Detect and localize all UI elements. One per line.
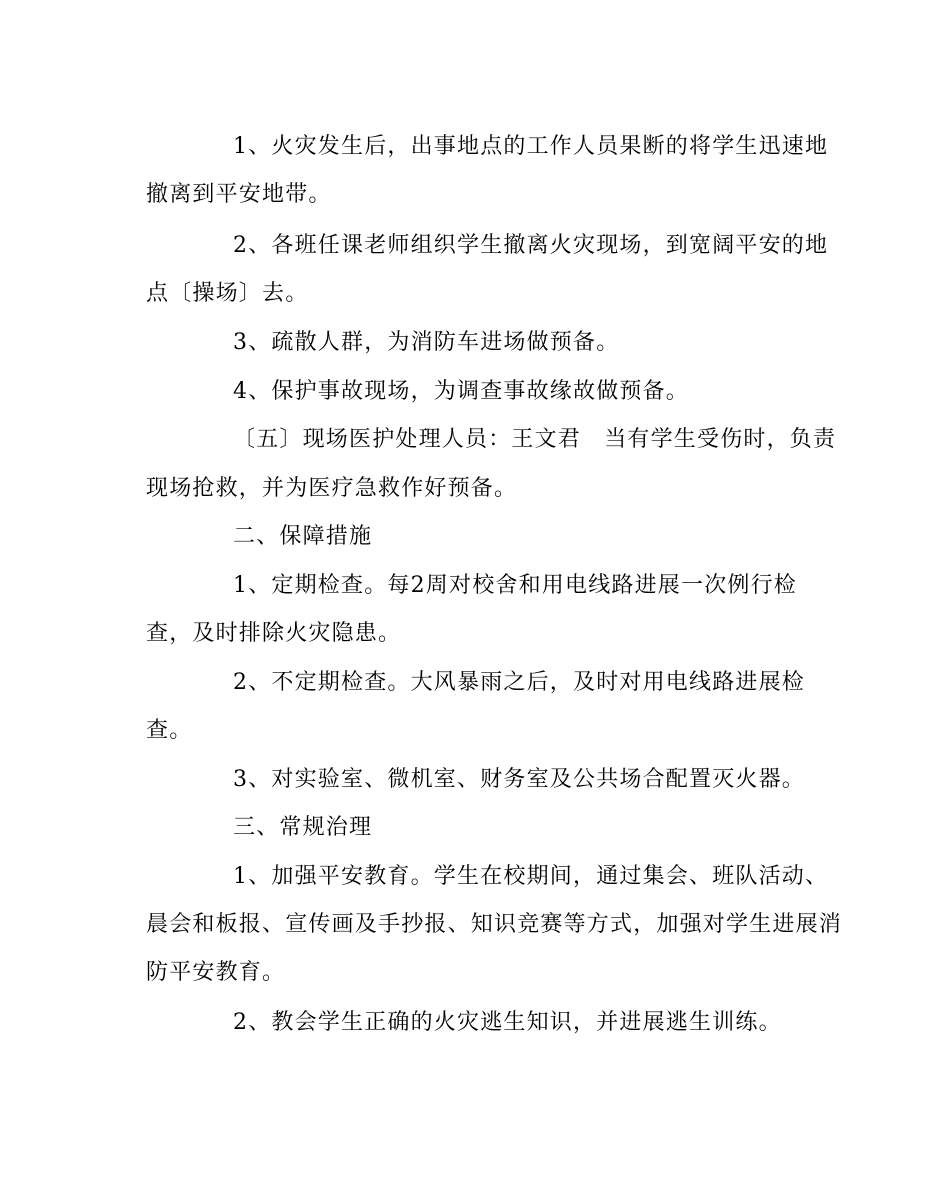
paragraph-2-line-2: 点〔操场〕去。 bbox=[146, 281, 309, 306]
paragraph-5-line-1: 〔五〕现场医护处理人员：王文君 当有学生受伤时，负责 bbox=[233, 427, 837, 452]
paragraph-1-line-1: 1、火灾发生后，出事地点的工作人员果断的将学生迅速地 bbox=[233, 134, 829, 159]
paragraph-3: 3、疏散人群，为消防车进场做预备。 bbox=[233, 330, 620, 355]
section-heading-guarantee: 二、保障措施 bbox=[233, 524, 373, 549]
paragraph-6-line-1: 1、定期检查。每2周对校舍和用电线路进展一次例行检 bbox=[233, 573, 797, 598]
paragraph-2-line-1: 2、各班任课老师组织学生撤离火灾现场，到宽阔平安的地 bbox=[233, 233, 829, 258]
paragraph-8: 3、对实验室、微机室、财务室及公共场合配置灭火器。 bbox=[233, 767, 805, 792]
paragraph-9-line-1: 1、加强平安教育。学生在校期间，通过集会、班队活动、 bbox=[233, 864, 829, 889]
section-heading-routine: 三、常规治理 bbox=[233, 815, 373, 840]
paragraph-10: 2、教会学生正确的火灾逃生知识，并进展逃生训练。 bbox=[233, 1010, 782, 1035]
paragraph-9-line-2: 晨会和板报、宣传画及手抄报、知识竞赛等方式，加强对学生进展消 bbox=[146, 912, 843, 937]
paragraph-9-line-3: 防平安教育。 bbox=[146, 960, 286, 985]
paragraph-7-line-1: 2、不定期检查。大风暴雨之后，及时对用电线路进展检 bbox=[233, 670, 805, 695]
paragraph-4: 4、保护事故现场，为调查事故缘故做预备。 bbox=[233, 379, 689, 404]
paragraph-5-line-2: 现场抢救，并为医疗急救作好预备。 bbox=[146, 476, 518, 501]
paragraph-1-line-2: 撤离到平安地带。 bbox=[146, 182, 332, 207]
paragraph-7-line-2: 查。 bbox=[146, 718, 193, 743]
paragraph-6-line-2: 查，及时排除火灾隐患。 bbox=[146, 621, 402, 646]
